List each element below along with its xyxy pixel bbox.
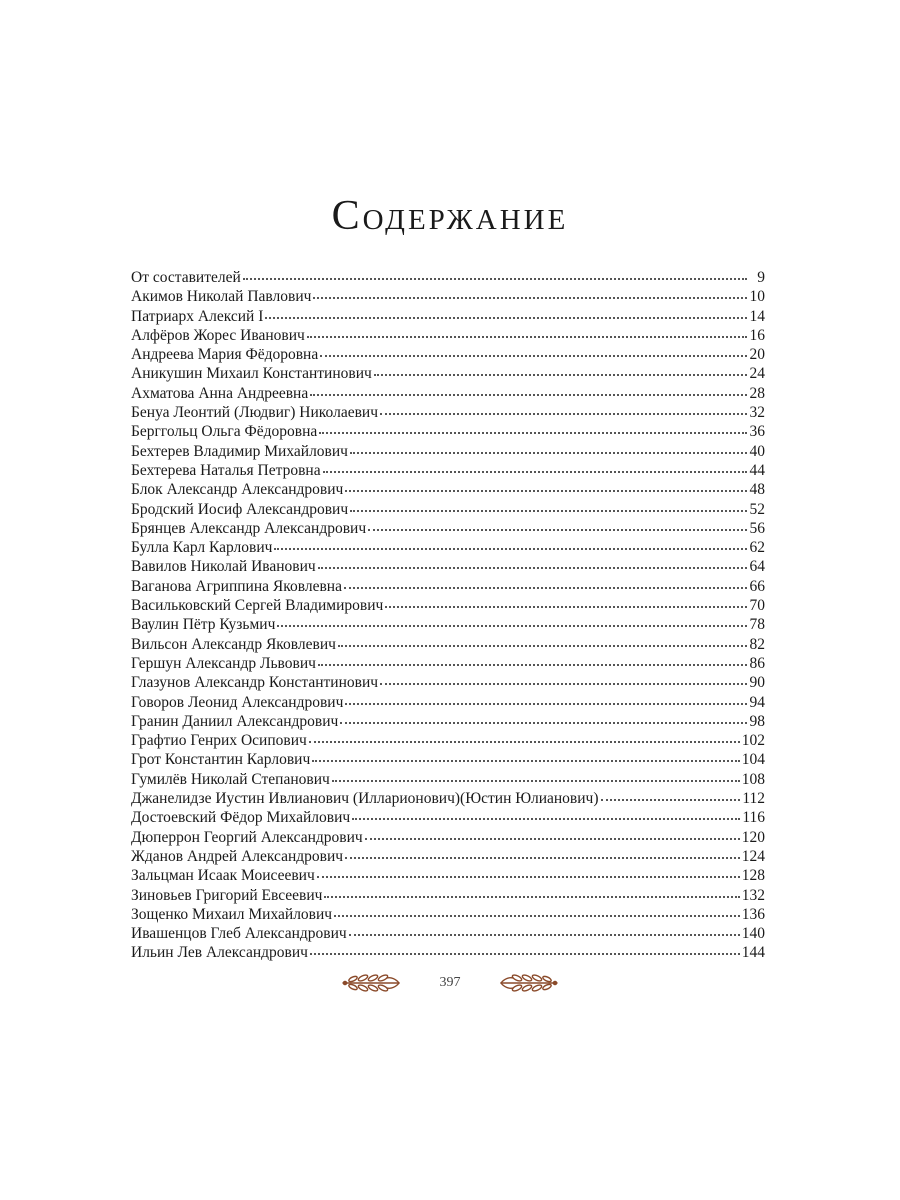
toc-entry-page: 70 (749, 597, 765, 615)
toc-entry-page: 14 (749, 307, 765, 325)
dot-leader (345, 853, 740, 859)
dot-leader (307, 332, 747, 338)
toc-entry[interactable] (131, 635, 765, 654)
dot-leader (277, 621, 747, 627)
toc-entry-name: Гумилёв Николай Степанович (131, 770, 330, 788)
toc-entry-name: Берггольц Ольга Фёдоровна (131, 423, 318, 441)
toc-entry-page: 120 (741, 828, 765, 846)
toc-entry[interactable] (131, 943, 765, 962)
toc-entry[interactable] (131, 461, 765, 480)
toc-entry-name: Алфёров Жорес Иванович (131, 326, 305, 344)
page-title: Содержание (331, 193, 569, 239)
toc-entry[interactable] (131, 384, 765, 403)
toc-entry[interactable] (131, 828, 765, 847)
dot-leader (265, 313, 747, 319)
toc-entry-name: Ивашенцов Глеб Александрович (131, 925, 347, 943)
dot-leader (344, 583, 747, 589)
toc-entry-name: Акимов Николай Павлович (131, 288, 312, 306)
toc-entry-page: 102 (741, 732, 765, 750)
dot-leader (323, 467, 747, 473)
toc-entry[interactable] (131, 577, 765, 596)
toc-entry-page: 112 (742, 790, 765, 808)
toc-entry-page: 16 (749, 326, 765, 344)
toc-entry-page: 128 (741, 867, 765, 885)
dot-leader (385, 602, 747, 608)
dot-leader (338, 641, 747, 647)
toc-entry-page: 24 (749, 365, 765, 383)
toc-entry-name: Говоров Леонид Александрович (131, 693, 344, 711)
toc-entry-page: 64 (749, 558, 765, 576)
toc-entry-page: 90 (749, 674, 765, 692)
dot-leader (601, 795, 741, 801)
toc-entry-name: Зиновьев Григорий Евсеевич (131, 886, 323, 904)
toc-entry[interactable] (131, 403, 765, 422)
toc-entry-page: 48 (749, 481, 765, 499)
toc-entry[interactable] (131, 693, 765, 712)
dot-leader (309, 737, 740, 743)
toc-entry-page: 82 (749, 635, 765, 653)
toc-entry-page: 86 (749, 654, 765, 672)
toc-entry-name: Ильин Лев Александрович (131, 944, 308, 962)
toc-entry[interactable] (131, 287, 765, 306)
toc-entry-name: Васильковский Сергей Владимирович (131, 597, 384, 615)
dot-leader (345, 699, 747, 705)
toc-entry-name: Вильсон Александр Яковлевич (131, 635, 336, 653)
toc-entry-name: Зощенко Михаил Михайлович (131, 905, 333, 923)
toc-entry[interactable] (131, 480, 765, 499)
laurel-ornament-right-icon (497, 970, 561, 996)
toc-entry[interactable] (131, 905, 765, 924)
toc-entry[interactable] (131, 326, 765, 345)
toc-entry-name: Брянцев Александр Александрович (131, 519, 367, 537)
toc-entry[interactable] (131, 808, 765, 827)
dot-leader (313, 293, 747, 299)
toc-entry-name: Бехтерев Владимир Михайлович (131, 442, 348, 460)
toc-entry[interactable] (131, 886, 765, 905)
toc-entry[interactable] (131, 924, 765, 943)
dot-leader (318, 660, 747, 666)
toc-entry-name: Вавилов Николай Иванович (131, 558, 316, 576)
dot-leader (274, 544, 747, 550)
toc-entry[interactable] (131, 422, 765, 441)
toc-entry-page: 78 (749, 616, 765, 634)
dot-leader (380, 409, 747, 415)
toc-entry[interactable] (131, 789, 765, 808)
page-footer (0, 968, 900, 998)
toc-entry-page: 32 (749, 404, 765, 422)
toc-entry-name: Бродский Иосиф Александрович (131, 500, 349, 518)
dot-leader (317, 872, 740, 878)
toc-entry[interactable] (131, 596, 765, 615)
toc-entry-page: 10 (749, 288, 765, 306)
dot-leader (324, 892, 739, 898)
toc-entry[interactable] (131, 519, 765, 538)
dot-leader (318, 563, 747, 569)
toc-entry-name: Гранин Даниил Александрович (131, 712, 339, 730)
dot-leader (350, 506, 747, 512)
toc-entry-page: 132 (741, 886, 765, 904)
toc-entry-name: Зальцман Исаак Моисеевич (131, 867, 315, 885)
dot-leader (334, 911, 740, 917)
toc-entry-page: 20 (749, 346, 765, 364)
toc-entry-name: Дюперрон Георгий Александрович (131, 828, 363, 846)
toc-entry[interactable] (131, 538, 765, 557)
dot-leader (349, 930, 740, 936)
toc-entry[interactable] (131, 673, 765, 692)
toc-entry-page: 9 (757, 269, 765, 286)
toc-entry-name: От составителей (131, 269, 241, 286)
toc-entry[interactable] (131, 268, 765, 287)
toc-entry[interactable] (131, 712, 765, 731)
dot-leader (345, 486, 747, 492)
toc-entry-page: 36 (749, 423, 765, 441)
toc-entry[interactable] (131, 750, 765, 769)
toc-entry-name: Бехтерева Наталья Петровна (131, 461, 321, 479)
toc-entry[interactable] (131, 307, 765, 326)
toc-entry-page: 56 (749, 519, 765, 537)
toc-entry[interactable] (131, 442, 765, 461)
toc-entry-page: 52 (749, 500, 765, 518)
toc-entry[interactable] (131, 847, 765, 866)
toc-entry-name: Булла Карл Карлович (131, 539, 273, 557)
dot-leader (365, 834, 740, 840)
dot-leader (243, 274, 747, 280)
toc-entry[interactable] (131, 500, 765, 519)
toc-entry-page: 28 (749, 384, 765, 402)
toc-entry-name: Жданов Андрей Александрович (131, 847, 344, 865)
dot-leader (332, 776, 740, 782)
dot-leader (368, 525, 747, 531)
toc-entry-name: Ваганова Агриппина Яковлевна (131, 577, 342, 595)
dot-leader (312, 756, 740, 762)
toc-entry-name: Бенуа Леонтий (Людвиг) Николаевич (131, 404, 378, 422)
toc-entry[interactable] (131, 654, 765, 673)
toc-entry-page: 140 (741, 925, 765, 943)
toc-entry-page: 62 (749, 539, 765, 557)
toc-entry-name: Ваулин Пётр Кузьмич (131, 616, 276, 634)
dot-leader (380, 679, 747, 685)
dot-leader (374, 370, 747, 376)
toc-entry-name: Блок Александр Александрович (131, 481, 344, 499)
toc-entry-page: 44 (749, 461, 765, 479)
toc-entry-name: Аникушин Михаил Константинович (131, 365, 372, 383)
toc-entry-page: 124 (741, 847, 765, 865)
toc-entry-name: Грот Константин Карлович (131, 751, 311, 769)
dot-leader (310, 390, 747, 396)
toc-entry-page: 98 (749, 712, 765, 730)
toc-entry-name: Гершун Александр Львович (131, 654, 316, 672)
toc-entry-name: Достоевский Фёдор Михайлович (131, 809, 351, 827)
table-of-contents (131, 268, 765, 963)
toc-entry-name: Графтио Генрих Осипович (131, 732, 307, 750)
toc-entry[interactable] (131, 770, 765, 789)
toc-entry-name: Глазунов Александр Константинович (131, 674, 379, 692)
dot-leader (340, 718, 747, 724)
dot-leader (320, 351, 747, 357)
laurel-ornament-left-icon (339, 970, 403, 996)
toc-entry[interactable] (131, 557, 765, 576)
toc-entry-page: 104 (741, 751, 765, 769)
toc-entry-name: Андреева Мария Фёдоровна (131, 346, 319, 364)
toc-entry-page: 108 (741, 770, 765, 788)
dot-leader (352, 814, 740, 820)
toc-entry[interactable] (131, 364, 765, 383)
dot-leader (310, 949, 740, 955)
toc-entry-name: Патриарх Алексий I (131, 307, 264, 325)
toc-entry-page: 94 (749, 693, 765, 711)
toc-entry[interactable] (131, 345, 765, 364)
dot-leader (319, 428, 747, 434)
dot-leader (350, 448, 747, 454)
page-number: 397 (439, 975, 461, 990)
toc-entry-name: Ахматова Анна Андреевна (131, 384, 309, 402)
toc-entry[interactable] (131, 866, 765, 885)
toc-entry-page: 136 (741, 905, 765, 923)
toc-entry-name: Джанелидзе Иустин Ивлианович (Илларионович)(Юстин Юлианович) (131, 790, 599, 808)
toc-entry[interactable] (131, 615, 765, 634)
toc-entry-page: 66 (749, 577, 765, 595)
toc-entry-page: 144 (741, 944, 765, 962)
toc-entry-page: 116 (742, 809, 765, 827)
toc-entry[interactable] (131, 731, 765, 750)
toc-entry-page: 40 (749, 442, 765, 460)
